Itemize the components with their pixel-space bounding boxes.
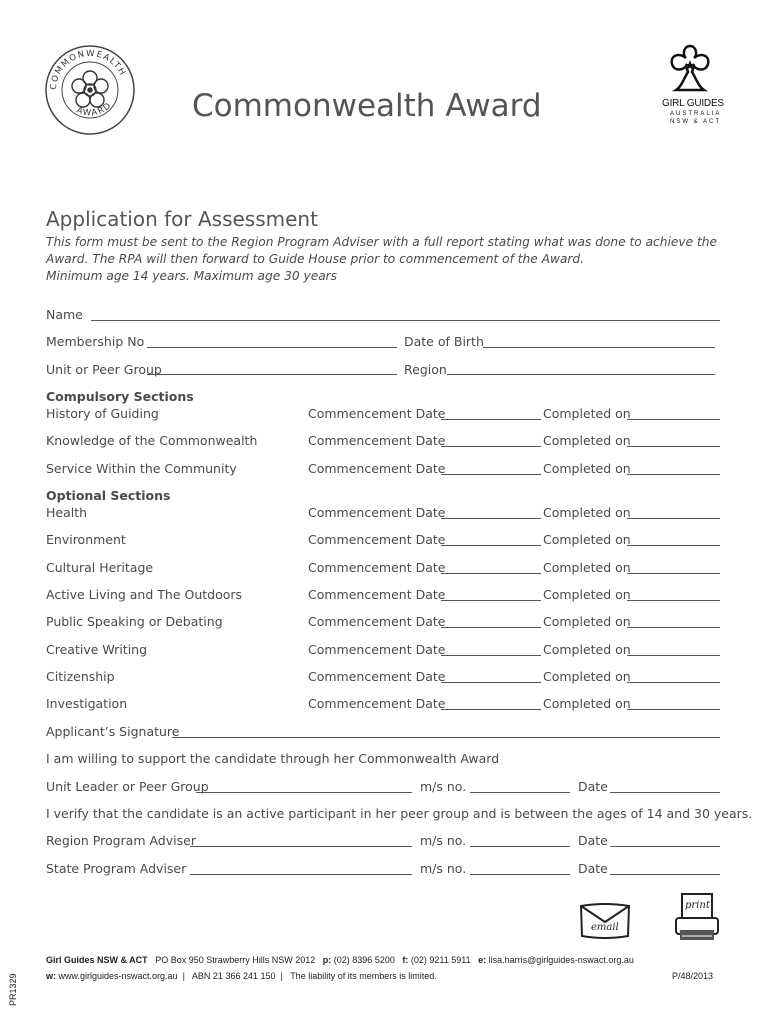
state-adviser-field[interactable] [190, 874, 412, 875]
footer-phone-label: p: [322, 955, 332, 965]
unit-leader-field[interactable] [196, 792, 412, 793]
date-of-birth-label: Date of Birth [404, 334, 484, 349]
commencement-date-label: Commencement Date [308, 696, 446, 712]
completed-on-label: Completed on [543, 614, 631, 630]
commencement-date-field[interactable] [441, 573, 541, 574]
membership-no-field[interactable] [147, 347, 397, 348]
completed-on-field[interactable] [627, 600, 720, 601]
unit-leader-ms-no-field[interactable] [470, 792, 570, 793]
section-name: Service Within the Community [46, 460, 237, 476]
section-name: Citizenship [46, 668, 115, 684]
brand-name: GIRL GUIDES [662, 98, 724, 109]
commencement-date-label: Commencement Date [308, 614, 446, 630]
footer-reference: P/48/2013 [672, 971, 714, 981]
optional-sections-heading: Optional Sections [46, 488, 171, 503]
state-adviser-ms-no-field[interactable] [470, 874, 570, 875]
envelope-icon [578, 898, 632, 942]
section-name: Cultural Heritage [46, 559, 154, 575]
footer-phone: (02) 8396 5200 [333, 955, 395, 965]
commencement-date-field[interactable] [441, 446, 541, 447]
footer-contact-line [46, 955, 634, 965]
section-name: Public Speaking or Debating [46, 614, 223, 630]
unit-or-peer-group-field[interactable] [147, 374, 397, 375]
footer-fax: (02) 9211 5911 [410, 955, 471, 965]
state-adviser-date-field[interactable] [610, 874, 720, 875]
completed-on-field[interactable] [627, 518, 720, 519]
applicant-signature-label: Applicant’s Signature [46, 724, 180, 739]
name-label: Name [46, 307, 83, 322]
section-name: History of Guiding [46, 406, 159, 421]
support-statement: I am willing to support the candidate through her Commonwealth Award [46, 751, 500, 766]
region-adviser-label: Region Program Adviser [46, 833, 196, 848]
date-of-birth-field[interactable] [483, 347, 715, 348]
completed-on-field[interactable] [627, 419, 720, 420]
region-adviser-date-label: Date [578, 833, 608, 848]
unit-or-peer-group-label: Unit or Peer Group [46, 362, 162, 377]
commencement-date-field[interactable] [441, 419, 541, 420]
footer-email-label: e: [478, 955, 487, 965]
completed-on-field[interactable] [627, 545, 720, 546]
region-adviser-field[interactable] [190, 846, 412, 847]
region-adviser-date-field[interactable] [610, 846, 720, 847]
region-field[interactable] [447, 374, 715, 375]
footer-fax-label: f: [402, 955, 409, 965]
name-field[interactable] [91, 320, 720, 321]
completed-on-label: Completed on [543, 460, 631, 476]
completed-on-field[interactable] [627, 682, 720, 683]
completed-on-label: Completed on [543, 586, 631, 602]
completed-on-field[interactable] [627, 627, 720, 628]
commencement-date-field[interactable] [441, 627, 541, 628]
footer-web-line: w: www.girlguides-nswact.org.au | ABN 21 366 241 150 | The liability of its members is limited. [46, 971, 437, 981]
intro-line-1: This form must be sent to the Region Program Adviser with a full report stating what was done to achieve the [46, 235, 717, 249]
completed-on-label: Completed on [543, 406, 631, 421]
print-button[interactable] [672, 892, 722, 944]
completed-on-field[interactable] [627, 709, 720, 710]
verify-statement: I verify that the candidate is an active participant in her peer group and is between the ages of 14 and 30 years. [46, 806, 753, 821]
footer-org-name: Girl Guides NSW & ACT [46, 955, 148, 965]
section-name: Health [46, 505, 88, 520]
commencement-date-label: Commencement Date [308, 668, 446, 684]
form-heading: Application for Assessment [46, 207, 318, 231]
completed-on-label: Completed on [543, 532, 631, 548]
completed-on-field[interactable] [627, 474, 720, 475]
print-button-label: print [685, 900, 710, 911]
region-label: Region [404, 362, 447, 377]
completed-on-label: Completed on [543, 505, 631, 520]
section-name: Creative Writing [46, 641, 148, 657]
brand-country: AUSTRALIA [670, 111, 722, 117]
commencement-date-field[interactable] [441, 518, 541, 519]
completed-on-label: Completed on [543, 696, 631, 712]
footer-web-label: w: [46, 971, 56, 981]
commencement-date-label: Commencement Date [308, 433, 446, 449]
intro-text [46, 234, 746, 285]
commencement-date-field[interactable] [441, 682, 541, 683]
footer-abn: ABN 21 366 241 150 [191, 971, 276, 981]
unit-leader-label: Unit Leader or Peer Group [46, 779, 209, 794]
commencement-date-label: Commencement Date [308, 460, 446, 476]
email-button[interactable] [578, 898, 632, 942]
completed-on-field[interactable] [627, 655, 720, 656]
commencement-date-field[interactable] [441, 709, 541, 710]
svg-text:AWARD: AWARD [74, 100, 115, 119]
section-name: Investigation [46, 696, 128, 712]
applicant-signature-field[interactable] [172, 737, 720, 738]
commencement-date-label: Commencement Date [308, 505, 446, 520]
state-adviser-ms-no-label: m/s no. [420, 861, 467, 876]
page-title: Commonwealth Award [192, 88, 542, 124]
commencement-date-field[interactable] [441, 655, 541, 656]
completed-on-field[interactable] [627, 573, 720, 574]
commencement-date-label: Commencement Date [308, 586, 446, 602]
section-name: Environment [46, 532, 126, 548]
section-name: Active Living and The Outdoors [46, 586, 243, 602]
intro-line-3: Minimum age 14 years. Maximum age 30 years [46, 269, 338, 283]
commonwealth-award-seal [44, 44, 136, 136]
completed-on-label: Completed on [543, 559, 631, 575]
unit-leader-ms-no-label: m/s no. [420, 779, 467, 794]
footer-address: PO Box 950 Strawberry Hills NSW 2012 [155, 955, 316, 965]
section-name: Knowledge of the Commonwealth [46, 433, 258, 449]
intro-line-2: Award. The RPA will then forward to Guide House prior to commencement of the Award. [46, 252, 585, 266]
state-adviser-label: State Program Adviser [46, 861, 187, 876]
brand-region: NSW & ACT [670, 119, 722, 125]
unit-leader-date-field[interactable] [610, 792, 720, 793]
commencement-date-field[interactable] [441, 474, 541, 475]
state-adviser-date-label: Date [578, 861, 608, 876]
completed-on-field[interactable] [627, 446, 720, 447]
footer-email-link[interactable]: lisa.harris@girlguides-nswact.org.au [488, 955, 634, 965]
form-code: PR1329 [8, 973, 18, 1006]
trefoil-logo-icon [666, 42, 714, 94]
commencement-date-field[interactable] [441, 545, 541, 546]
footer-liability: The liability of its members is limited. [290, 971, 437, 981]
completed-on-label: Completed on [543, 641, 631, 657]
email-button-label: email [591, 922, 619, 933]
commencement-date-label: Commencement Date [308, 641, 446, 657]
completed-on-label: Completed on [543, 433, 631, 449]
region-adviser-ms-no-label: m/s no. [420, 833, 467, 848]
compulsory-sections-heading: Compulsory Sections [46, 389, 194, 404]
unit-leader-date-label: Date [578, 779, 608, 794]
completed-on-label: Completed on [543, 668, 631, 684]
commencement-date-label: Commencement Date [308, 532, 446, 548]
svg-text:COMMONWEALTH: COMMONWEALTH [48, 48, 128, 91]
footer-website-link[interactable]: www.girlguides-nswact.org.au [58, 971, 178, 981]
commencement-date-label: Commencement Date [308, 406, 446, 421]
commencement-date-field[interactable] [441, 600, 541, 601]
commencement-date-label: Commencement Date [308, 559, 446, 575]
membership-no-label: Membership No [46, 334, 145, 349]
region-adviser-ms-no-field[interactable] [470, 846, 570, 847]
